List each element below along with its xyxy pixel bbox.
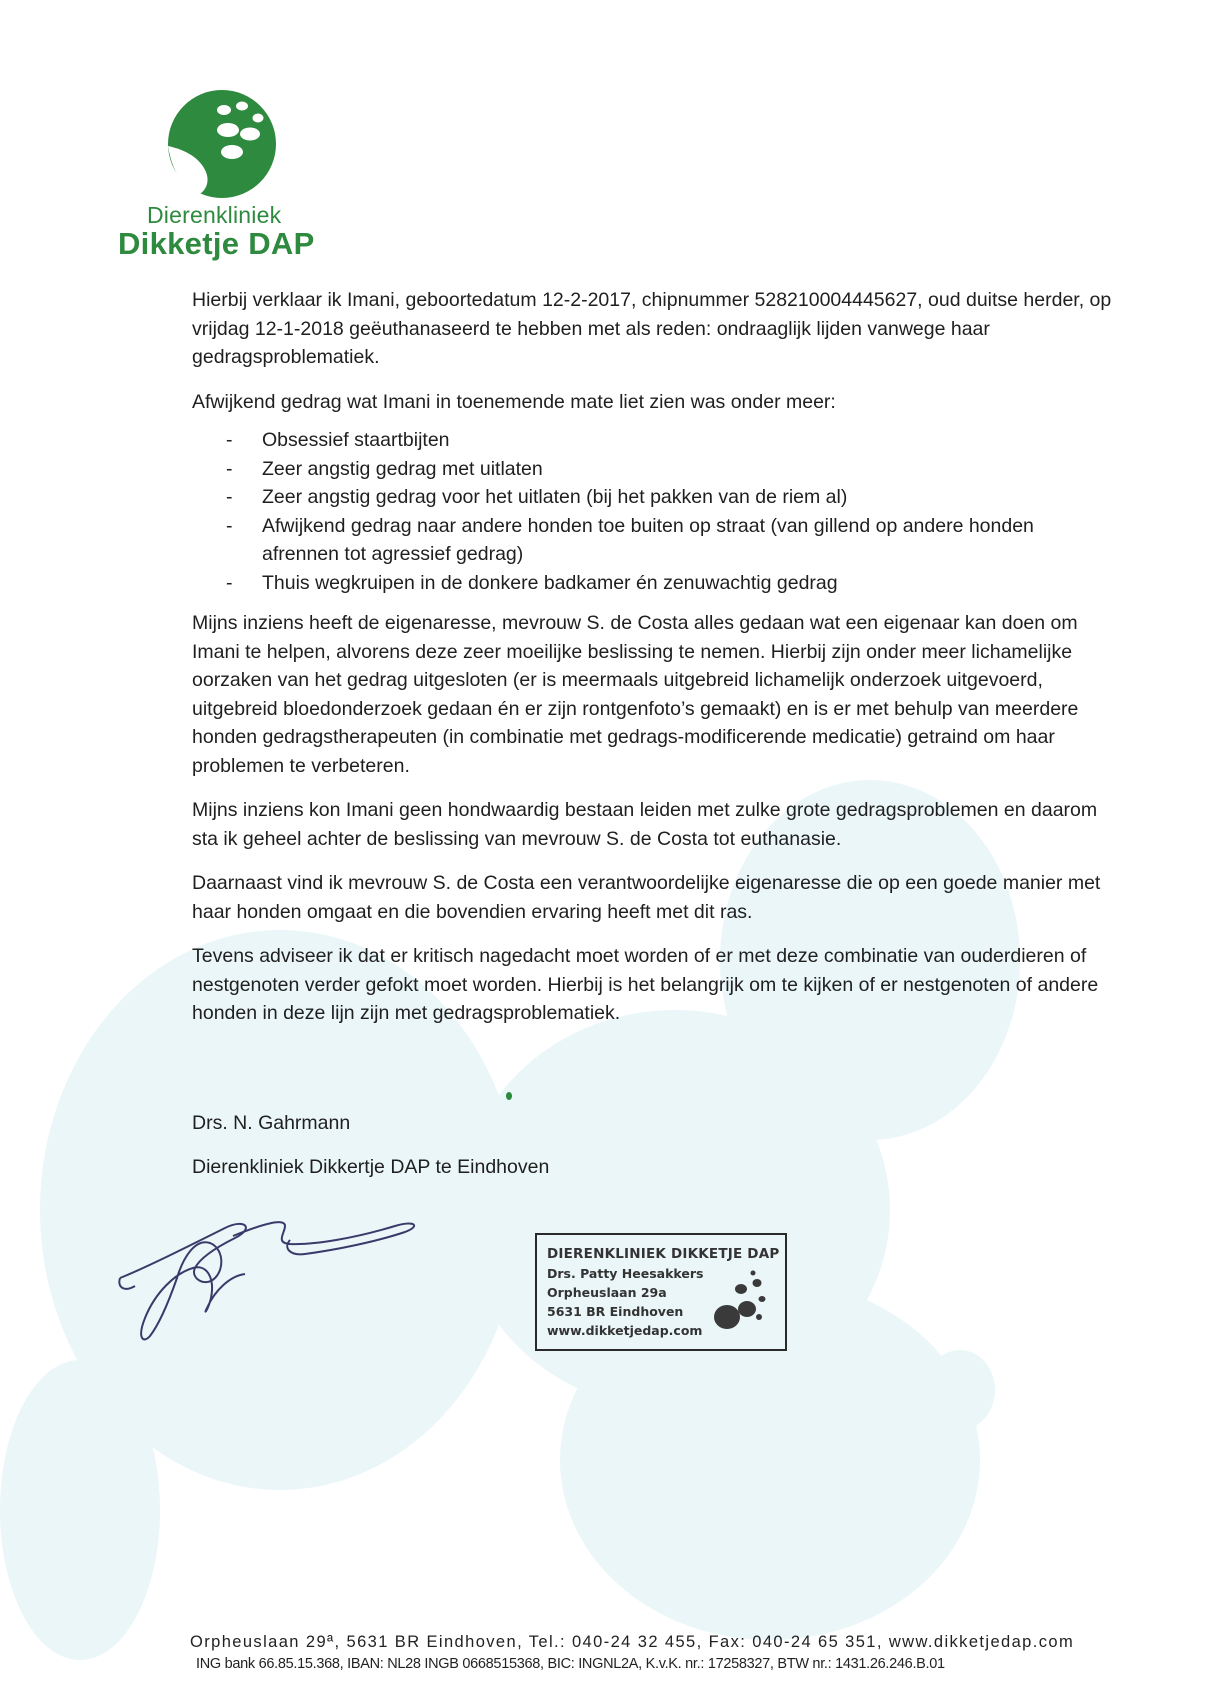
decorative-dot	[506, 1092, 512, 1100]
footer-bank-details: ING bank 66.85.15.368, IBAN: NL28 INGB 0668515368, BIC: INGNL2A, K.v.K. nr.: 17258327, BTW nr.: 1431.26.246.B.01	[196, 1656, 945, 1672]
stamp-street: Orpheuslaan 29a	[547, 1285, 667, 1300]
handwritten-signature	[115, 1198, 425, 1348]
intro-paragraph: Hierbij verklaar ik Imani, geboortedatum 12-2-2017, chipnummer 528210004445627, oud duitse herder, op vrijdag 12-1-2018 geëuthanaseerd te hebben met als reden: ondraaglijk lijden vanwege haar gedragsproblematiek.	[192, 289, 1112, 368]
paw-stamp-icon	[707, 1269, 773, 1335]
clinic-logo	[116, 88, 356, 263]
stamp-city: 5631 BR Eindhoven	[547, 1304, 684, 1319]
list-item: - Zeer angstig gedrag voor het uitlaten (bij het pakken van de riem al)	[192, 483, 1112, 512]
letter-body	[192, 286, 1112, 1044]
logo-subtitle: Dierenkliniek	[147, 202, 282, 228]
behaviour-intro: Afwijkend gedrag wat Imani in toenemende mate liet zien was onder meer:	[192, 390, 836, 413]
behaviour-list	[192, 426, 1112, 597]
list-item: - Zeer angstig gedrag met uitlaten	[192, 455, 1112, 484]
responsible-paragraph: Daarnaast vind ik mevrouw S. de Costa een verantwoordelijke eigenaresse die op een goede manier met haar honden omgaat en die bovendien ervaring heeft met dit ras.	[192, 872, 1101, 923]
signatory-name: Drs. N. Gahrmann	[192, 1112, 351, 1134]
clinic-stamp	[535, 1233, 787, 1351]
owner-paragraph: Mijns inziens heeft de eigenaresse, mevrouw S. de Costa alles gedaan wat een eigenaar kan doen om Imani te helpen, alvorens deze zeer moeilijke beslissing te nemen. Hierbij zijn onder meer lichamelijke oorzaken van het gedrag uitgesloten (er is meermaals uitgebreid lichamelijk onderzoek uitgevoerd, uitgebreid bloedonderzoek gedaan én er zijn rontgenfoto’s gemaakt) en is er met behulp van meerdere honden gedragstherapeuten (in combinatie met gedrags-modificerende medicatie) getraind om haar problemen te verbeteren.	[192, 612, 1079, 777]
footer-address: Orpheuslaan 29ª, 5631 BR Eindhoven, Tel.: 040-24 32 455, Fax: 040-24 65 351, www.dikketjedap.com	[190, 1633, 1075, 1651]
opinion-paragraph: Mijns inziens kon Imani geen hondwaardig bestaan leiden met zulke grote gedragsproblemen en daarom sta ik geheel achter de beslissing van mevrouw S. de Costa tot euthanasie.	[192, 799, 1098, 850]
stamp-vet-name: Drs. Patty Heesakkers	[547, 1266, 704, 1281]
list-item: - Thuis wegkruipen in de donkere badkamer én zenuwachtig gedrag	[192, 569, 1112, 598]
paw-logo-icon	[166, 88, 278, 200]
signatory-clinic: Dierenkliniek Dikkertje DAP te Eindhoven	[192, 1156, 550, 1178]
list-item: - Afwijkend gedrag naar andere honden toe buiten op straat (van gillend op andere honden afrennen tot agressief gedrag)	[192, 512, 1112, 569]
advice-paragraph: Tevens adviseer ik dat er kritisch nagedacht moet worden of er met deze combinatie van ouderdieren of nestgenoten verder gefokt moet worden. Hierbij is het belangrijk om te kijken of er nestgenoten of andere honden in deze lijn zijn met gedragsproblematiek.	[192, 945, 1099, 1024]
stamp-website: www.dikketjedap.com	[547, 1323, 703, 1338]
stamp-title: DIERENKLINIEK DIKKETJE DAP	[547, 1246, 780, 1262]
logo-title: Dikketje DAP	[118, 226, 315, 261]
list-item: - Obsessief staartbijten	[192, 426, 1112, 455]
